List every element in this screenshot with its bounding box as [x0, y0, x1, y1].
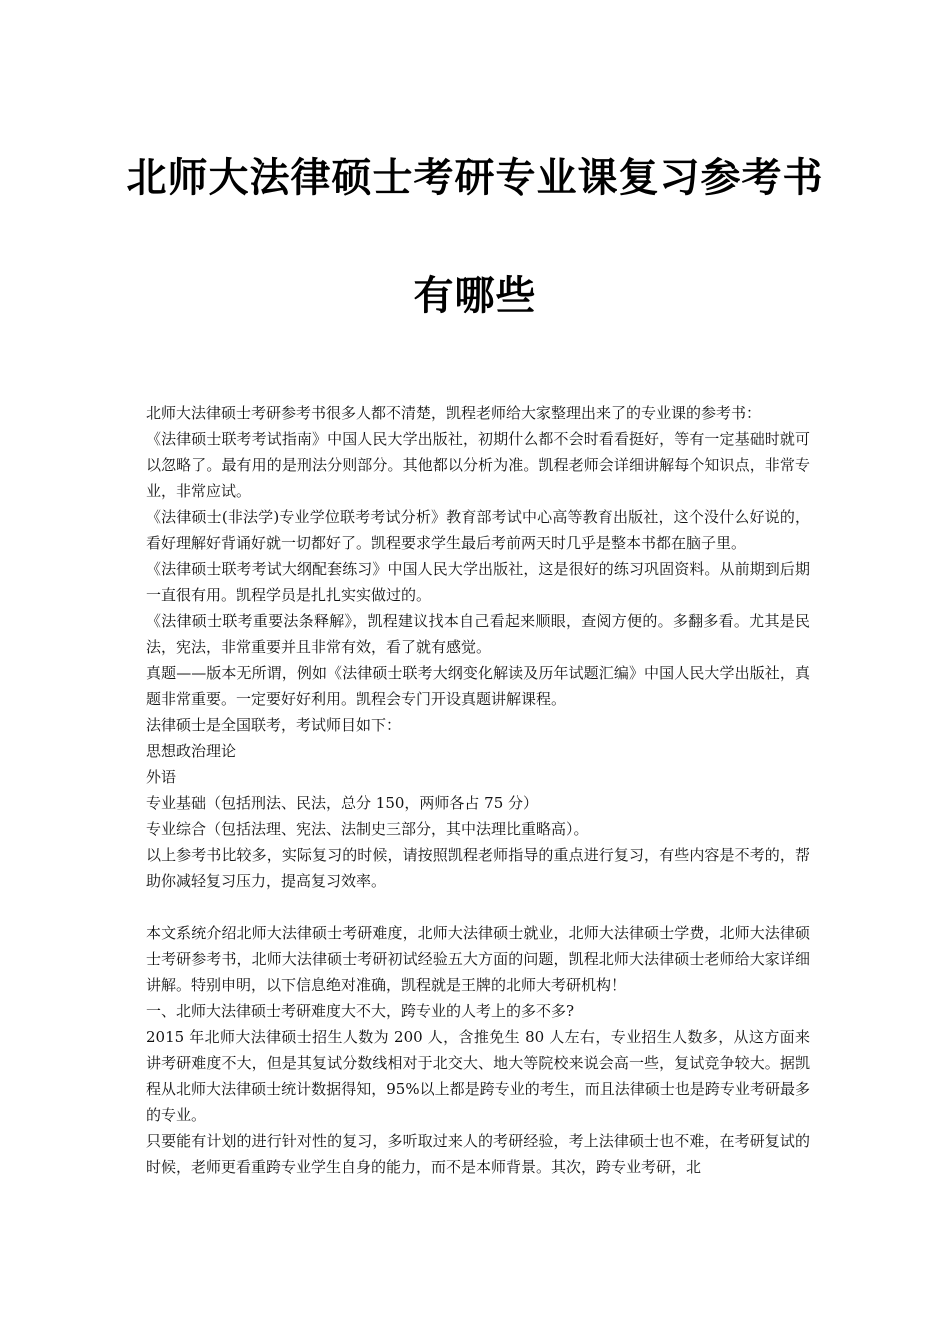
list-item-politics: 思想政治理论 — [146, 742, 237, 760]
list-item-professional-basics: 专业基础（包括刑法、民法，总分 150，两师各占 75 分） — [146, 794, 539, 812]
document-title-line-1: 北师大法律硕士考研专业课复习参考书 — [126, 154, 824, 201]
paragraph-book-guide: 《法律硕士联考考试指南》中国人民大学出版社，初期什么都不会时看看挺好，等有一定基础时就可以忽略了。最有用的是刑法分则部分。其他都以分析为准。凯程老师会详细讲解每个知识点，非常专业，非常应试。 — [146, 430, 810, 500]
paragraph-exam-subjects: 法律硕士是全国联考，考试师目如下： — [146, 716, 402, 734]
paragraph-enrollment: 2015 年北师大法律硕士招生人数为 200 人，含推免生 80 人左右，专业招生人数多，从这方面来讲考研难度不大，但是其复试分数线相对于北交大、地大等院校来说会高一些，复试竞争较大。据凯程从北师大法律硕士统计数据得知，95%以上都是跨专业的考生，而且法律硕士也是跨专业考研最多的专业。 — [146, 1028, 810, 1124]
list-item-foreign-language: 外语 — [146, 768, 177, 786]
section-heading-difficulty: 一、北师大法律硕士考研难度大不大，跨专业的人考上的多不多? — [146, 1002, 575, 1020]
paragraph-book-analysis: 《法律硕士(非法学)专业学位联考考试分析》教育部考试中心高等教育出版社，这个没什么好说的，看好理解好背诵好就一切都好了。凯程要求学生最后考前两天时几乎是整本书都在脑子里。 — [146, 508, 810, 552]
paragraph-intro: 北师大法律硕士考研参考书很多人都不清楚，凯程老师给大家整理出来了的专业课的参考书： — [146, 404, 762, 422]
list-item-professional-comprehensive: 专业综合（包括法理、宪法、法制史三部分，其中法理比重略高）。 — [146, 820, 589, 838]
paragraph-spacer — [146, 894, 810, 920]
paragraph-summary: 以上参考书比较多，实际复习的时候，请按照凯程老师指导的重点进行复习，有些内容是不考的，帮助你减轻复习压力，提高复习效率。 — [146, 846, 810, 890]
document-body — [146, 400, 810, 1180]
paragraph-book-statutes: 《法律硕士联考重要法条释解》，凯程建议找本自己看起来顺眼，查阅方便的。多翻多看。尤其是民法，宪法，非常重要并且非常有效，看了就有感觉。 — [146, 612, 810, 656]
paragraph-advice: 只要能有计划的进行针对性的复习，多听取过来人的考研经验，考上法律硕士也不难，在考研复试的时候，老师更看重跨专业学生自身的能力，而不是本师背景。其次，跨专业考研，北 — [146, 1132, 810, 1176]
document-title-line-2: 有哪些 — [413, 272, 537, 319]
paragraph-past-exams: 真题——版本无所谓，例如《法律硕士联考大纲变化解读及历年试题汇编》中国人民大学出版社，真题非常重要。一定要好好利用。凯程会专门开设真题讲解课程。 — [146, 664, 810, 708]
paragraph-book-exercises: 《法律硕士联考考试大纲配套练习》中国人民大学出版社，这是很好的练习巩固资料。从前期到后期一直很有用。凯程学员是扎扎实实做过的。 — [146, 560, 810, 604]
paragraph-overview: 本文系统介绍北师大法律硕士考研难度，北师大法律硕士就业，北师大法律硕士学费，北师大法律硕士考研参考书，北师大法律硕士考研初试经验五大方面的问题，凯程北师大法律硕士老师给大家详细讲解。特别申明，以下信息绝对准确，凯程就是王牌的北师大考研机构！ — [146, 924, 810, 994]
